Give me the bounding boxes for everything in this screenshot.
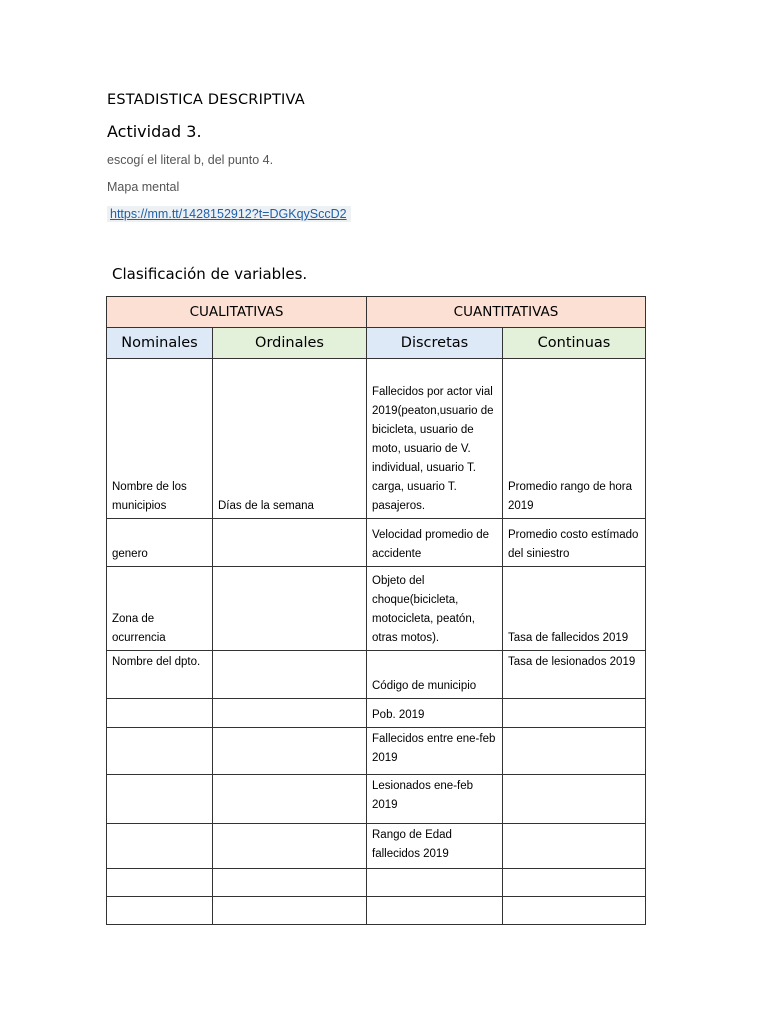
table-cell: Pob. 2019 [367, 699, 503, 728]
table-cell [213, 699, 367, 728]
table-cell [367, 897, 503, 925]
table-cell [107, 824, 213, 869]
table-cell [213, 897, 367, 925]
table-cell: Código de municipio [367, 651, 503, 699]
table-cell [107, 869, 213, 897]
table-cell [213, 519, 367, 567]
table-row [107, 869, 646, 897]
table-cell: Velocidad promedio de accidente [367, 519, 503, 567]
table-cell: Nombre de los municipios [107, 359, 213, 519]
group-header-cuantitativas: CUANTITATIVAS [367, 297, 646, 328]
table-cell [107, 897, 213, 925]
table-row [107, 699, 646, 728]
table-cell: Lesionados ene-feb 2019 [367, 775, 503, 824]
table-cell: Nombre del dpto. [107, 651, 213, 699]
table-cell [503, 897, 646, 925]
mind-map-label: Mapa mental [107, 180, 180, 194]
column-header-continuas: Continuas [503, 328, 646, 359]
table-cell: Objeto del choque(bicicleta, motocicleta, peatón, otras motos). [367, 567, 503, 651]
table-cell [213, 775, 367, 824]
table-cell: genero [107, 519, 213, 567]
table-cell: Fallecidos por actor vial 2019(peaton,usuario de bicicleta, usuario de moto, usuario de V. individual, usuario T. carga, usuario T. pasajeros. [367, 359, 503, 519]
table-cell: Promedio rango de hora 2019 [503, 359, 646, 519]
table-row [107, 728, 646, 775]
note-text: escogí el literal b, del punto 4. [107, 153, 274, 167]
document-title: ESTADISTICA DESCRIPTIVA [107, 92, 305, 108]
table-cell: Días de la semana [213, 359, 367, 519]
group-header-row [107, 297, 646, 328]
column-header-nominales: Nominales [107, 328, 213, 359]
table-row [107, 519, 646, 567]
table-cell [107, 728, 213, 775]
table-cell [213, 824, 367, 869]
table-cell: Tasa de lesionados 2019 [503, 651, 646, 699]
table-cell [367, 869, 503, 897]
table-cell [213, 728, 367, 775]
table-row [107, 775, 646, 824]
section-title: Clasificación de variables. [112, 265, 308, 283]
table-cell [503, 775, 646, 824]
column-header-discretas: Discretas [367, 328, 503, 359]
variables-table [106, 296, 646, 925]
column-header-row [107, 328, 646, 359]
activity-subtitle: Actividad 3. [107, 122, 202, 141]
table-row [107, 359, 646, 519]
table-cell: Fallecidos entre ene-feb 2019 [367, 728, 503, 775]
mind-map-link[interactable]: https://mm.tt/1428152912?t=DGKqySccD2 [107, 206, 351, 222]
table-row [107, 651, 646, 699]
table-cell [213, 869, 367, 897]
table-cell: Rango de Edad fallecidos 2019 [367, 824, 503, 869]
table-row [107, 897, 646, 925]
table-row [107, 824, 646, 869]
table-cell [213, 651, 367, 699]
table-cell: Zona de ocurrencia [107, 567, 213, 651]
group-header-cualitativas: CUALITATIVAS [107, 297, 367, 328]
table-cell [503, 728, 646, 775]
table-cell [503, 699, 646, 728]
table-cell [503, 824, 646, 869]
table-cell [213, 567, 367, 651]
table-row [107, 567, 646, 651]
column-header-ordinales: Ordinales [213, 328, 367, 359]
table-cell: Tasa de fallecidos 2019 [503, 567, 646, 651]
table-cell [107, 775, 213, 824]
table-cell [107, 699, 213, 728]
table-cell: Promedio costo estímado del siniestro [503, 519, 646, 567]
table-cell [503, 869, 646, 897]
